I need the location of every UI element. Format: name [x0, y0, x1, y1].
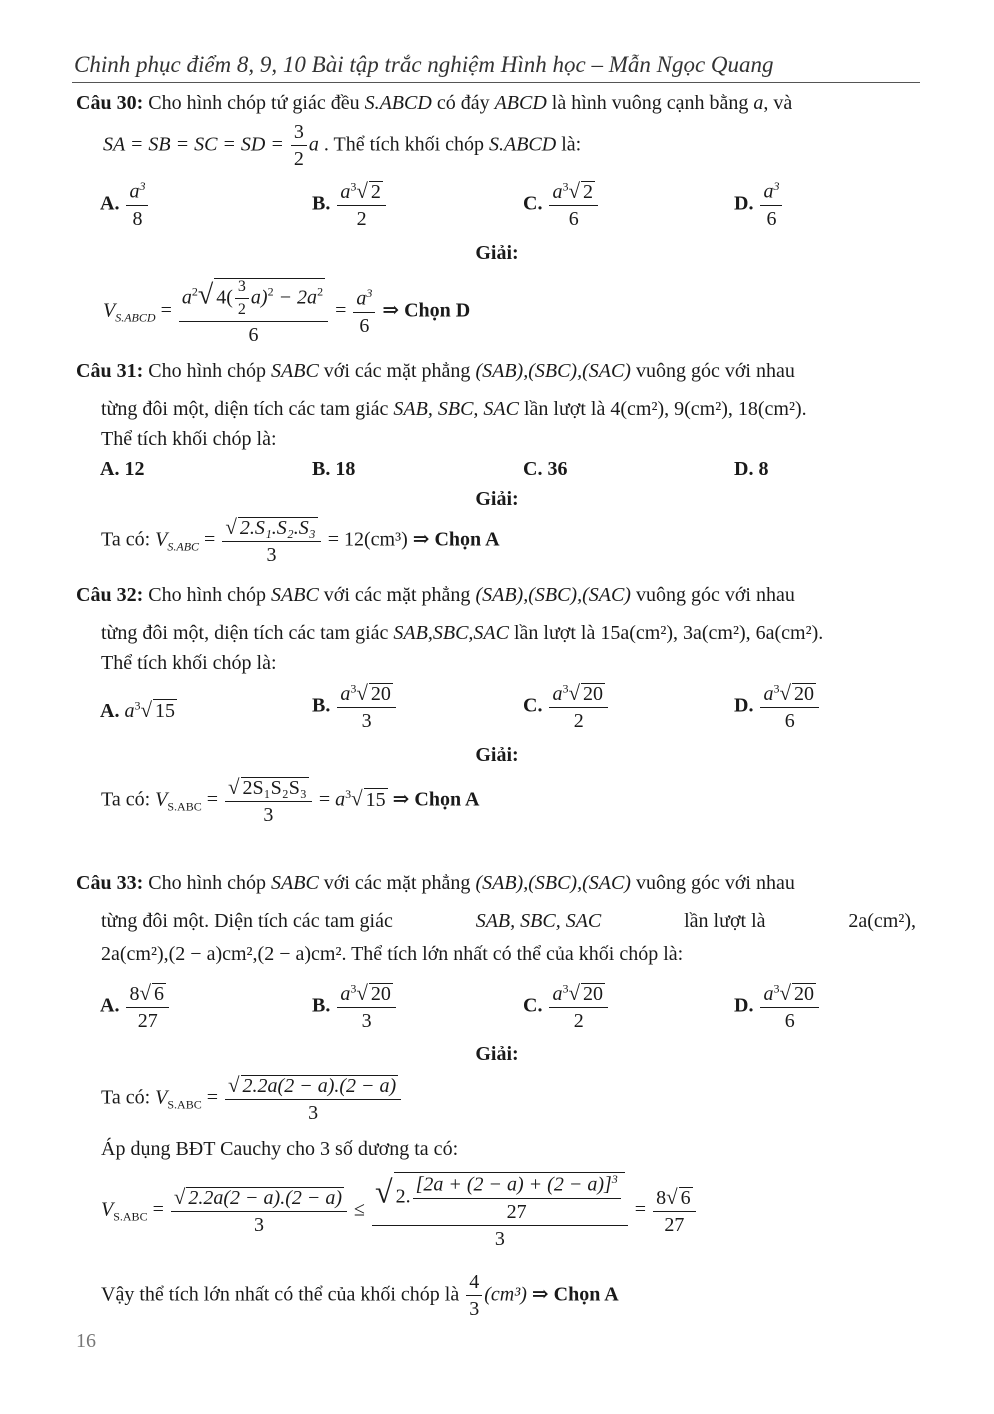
val: 15	[154, 700, 175, 722]
planes: (SAB),(SBC),(SAC)	[475, 360, 631, 382]
frac-num: 3	[291, 122, 307, 146]
frac: $\frac{\text{√ 2.S₁.S₂.S₃}}{3}$	[222, 516, 320, 566]
den: 6	[248, 323, 259, 346]
le: ≤	[354, 1198, 366, 1221]
q30-var-a2: a	[308, 133, 319, 156]
sub: S.ABC	[167, 539, 200, 554]
frac: $\frac{\text{√ 2S₁S₂S₃}}{3}$	[225, 776, 312, 826]
res-den: 6	[359, 314, 370, 337]
q33-line3	[101, 943, 683, 966]
q30-base: ABCD	[494, 92, 547, 114]
l3b: Thể tích lớn nhất có thể của khối chóp là:	[351, 943, 684, 965]
t2: với các mặt phẳng	[323, 584, 471, 606]
inner2: a)	[250, 286, 268, 309]
rhs-frac: √ 2. $\frac{[2a + (2 - a) + (2 - a)]^3}{27}$ 3	[372, 1172, 628, 1250]
opt-label: A.	[100, 192, 120, 215]
q33-label: Câu 33:	[76, 872, 144, 894]
q32-option-a[interactable]: A. $a^3√$ 15	[100, 698, 175, 722]
q30-line1	[76, 92, 792, 115]
pyr: SABC	[271, 584, 319, 606]
den: 3	[308, 1102, 319, 1124]
pyr: SABC	[271, 872, 319, 894]
tris: SAB, SBC, SAC	[475, 910, 602, 932]
opt-label: C.	[523, 694, 543, 717]
root: 20	[370, 983, 391, 1005]
q30-giai: Giải:	[475, 242, 519, 264]
num-a: a	[181, 286, 192, 309]
q30-text2: có đáy	[436, 92, 490, 114]
l2b: lần lượt là	[684, 910, 766, 932]
t3: vuông góc với nhau	[635, 872, 795, 894]
den: 6	[568, 208, 579, 230]
q30-option-b[interactable]	[312, 180, 388, 230]
q31-option-a[interactable]: A. 12	[100, 458, 145, 480]
t3: vuông góc với nhau	[635, 360, 795, 382]
q30-option-d[interactable]	[734, 180, 784, 230]
pre: Ta có:	[101, 788, 151, 811]
res-den: 27	[664, 1213, 685, 1236]
num: a	[763, 180, 774, 203]
q30-option-c[interactable]	[523, 180, 600, 230]
opt-frac: $\frac{8√ 6}{27}$	[126, 982, 169, 1032]
t3: vuông góc với nhau	[635, 584, 795, 606]
den: 3	[266, 544, 277, 566]
q30-text3: là hình vuông cạnh bằng	[551, 92, 749, 114]
q30-pyr: S.ABCD	[364, 92, 432, 114]
root: 20	[582, 683, 603, 705]
q31-line1	[76, 360, 795, 383]
q31-option-d[interactable]: D. 8	[734, 458, 769, 480]
opt-frac: $\frac{a^3√ 20}{2}$	[549, 982, 608, 1032]
root: 2.S₁.S₂.S₃	[239, 517, 316, 539]
header-rule	[72, 82, 920, 83]
planes: (SAB),(SBC),(SAC)	[475, 872, 631, 894]
sol-choose: ⇒ Chọn D	[382, 299, 471, 322]
den: 8	[132, 207, 143, 230]
big-num: [2a + (2 − a) + (2 − a)]	[415, 1173, 612, 1196]
root: 2	[582, 181, 593, 203]
opt-label: D.	[734, 192, 754, 215]
q31-option-b[interactable]: B. 18	[312, 458, 356, 480]
q32-line3: Thể tích khối chóp là:	[101, 652, 277, 674]
inner: 4(	[216, 286, 233, 309]
frac-den: 2	[293, 148, 304, 170]
sub: S.ABC	[167, 1097, 202, 1112]
frac: $\frac{√ 2.2a(2 - a).(2 - a)}{3}$	[225, 1074, 401, 1124]
page-header: Chinh phục điểm 8, 9, 10 Bài tập trắc nghiệm Hình học – Mẫn Ngọc Quang	[74, 52, 774, 77]
q33-option-c[interactable]	[523, 982, 610, 1032]
t1: Cho hình chóp	[148, 584, 267, 606]
den: 2	[573, 710, 584, 732]
v: V	[155, 528, 168, 551]
sub: S.ABC	[113, 1209, 148, 1224]
opt-frac: $\frac{a^3√ 20}{2}$	[549, 682, 608, 732]
pre: Ta có:	[101, 528, 151, 551]
den: 3	[263, 804, 274, 826]
q30-text1: Cho hình chóp tứ giác đều	[148, 92, 360, 114]
q31-line3: Thể tích khối chóp là:	[101, 428, 277, 450]
sub: S.ABC	[167, 799, 202, 814]
concl-frac	[466, 1272, 482, 1320]
q32-option-d[interactable]	[734, 682, 821, 732]
root: 20	[793, 983, 814, 1005]
opt-frac: $\frac{a^3}{6}$	[760, 180, 782, 230]
root: 20	[793, 683, 814, 705]
den: 3	[253, 1213, 264, 1236]
concl-unit: (cm³)	[484, 1283, 527, 1306]
q30-text6: là:	[561, 133, 582, 156]
opt-label: C.	[523, 994, 543, 1017]
areas: 15a(cm²), 3a(cm²), 6a(cm²).	[600, 622, 824, 644]
q30-label: Câu 30:	[76, 92, 144, 114]
sol-v: V	[103, 299, 116, 322]
sol-res: $\frac{a^3}{6}$	[353, 287, 375, 337]
sol-sub: S.ABCD	[115, 310, 156, 325]
res-root: 15	[365, 788, 386, 811]
den: 6	[766, 207, 777, 230]
l2a: từng đôi một, diện tích các tam giác	[101, 398, 389, 420]
root: 2S₁S₂S₃	[242, 777, 307, 799]
opt-frac: $\frac{a^3√ 20}{6}$	[760, 682, 819, 732]
res: = 12(cm³)	[327, 528, 408, 551]
q33-inequality: $V_{S.ABC}$ = $\frac{√ 2.2a(2 - a).(2 - a)}{3}$ ≤ √ 2. $\frac{[2a + (2 - a) + (2 - a)]^3}{27}$ 3 = $\frac{8√ 6}{27}$	[101, 1172, 698, 1250]
q33-option-d[interactable]	[734, 982, 821, 1032]
opt-label: A.	[100, 994, 120, 1017]
root: 20	[370, 683, 391, 705]
q30-pyr2: S.ABCD	[489, 133, 557, 156]
root: 2.2a(2 − a).(2 − a)	[188, 1186, 343, 1209]
q33-giai: Giải:	[475, 1043, 519, 1065]
q32-solution: Ta có: $V_{S.ABC}$ = $\frac{\text{√ 2S₁S₂S₃}}{3}$ = $a^3√$ 15 ⇒ Chọn A	[101, 775, 480, 826]
q33-solution: Ta có: $V_{S.ABC}$ = $\frac{√ 2.2a(2 - a).(2 - a)}{3}$	[101, 1074, 403, 1124]
den: 3	[361, 1010, 372, 1032]
inner3: − 2a	[278, 286, 318, 309]
res-root: 6	[680, 1186, 691, 1209]
q31-giai: Giải:	[475, 488, 519, 510]
areas: 4(cm²), 9(cm²), 18(cm²).	[610, 398, 807, 420]
q33-cauchy: Áp dụng BĐT Cauchy cho 3 số dương ta có:	[101, 1138, 459, 1160]
q30-option-a[interactable]	[100, 180, 150, 230]
lhs-frac: $\frac{√ 2.2a(2 - a).(2 - a)}{3}$	[171, 1186, 347, 1236]
root: 2	[370, 181, 381, 203]
q30-text5: . Thể tích khối chóp	[323, 133, 484, 156]
opt-frac: $\frac{a^3√ 20}{6}$	[760, 982, 819, 1032]
choose: ⇒ Chọn A	[392, 788, 480, 811]
concl: Vậy thể tích lớn nhất có thể của khối chóp là	[101, 1283, 460, 1306]
den: 2	[356, 208, 367, 230]
q31-label: Câu 31:	[76, 360, 144, 382]
q32-option-c[interactable]	[523, 682, 610, 732]
den: 27	[137, 1010, 158, 1032]
q32-label: Câu 32:	[76, 584, 144, 606]
q32-giai: Giải:	[475, 744, 519, 766]
res-frac: $\frac{8√ 6}{27}$	[653, 1186, 696, 1236]
opt-frac: $\frac{a^3√ 2}{2}$	[337, 180, 386, 230]
num: 8	[129, 983, 140, 1005]
den: 6	[784, 710, 795, 732]
num: a	[129, 180, 140, 203]
q31-solution: Ta có: $V_{S.ABC}$ = $\frac{\text{√ 2.S₁.S₂.S₃}}{3}$ = 12(cm³) ⇒ Chọn A	[101, 515, 500, 566]
t1: Cho hình chóp	[148, 360, 267, 382]
l3a: 2a(cm²),(2 − a)cm²,(2 − a)cm².	[101, 943, 347, 965]
num: a	[340, 181, 351, 203]
v: V	[155, 1086, 168, 1109]
q33-line1	[76, 872, 795, 895]
den: 6	[784, 1010, 795, 1032]
q31-option-c[interactable]: C. 36	[523, 458, 568, 480]
l2c: 2a(cm²),	[848, 910, 916, 932]
tris: SAB, SBC, SAC	[393, 398, 519, 420]
opt-label: D.	[734, 694, 754, 717]
t2: với các mặt phẳng	[323, 872, 471, 894]
opt-label: D.	[734, 994, 754, 1017]
den: 2	[573, 1010, 584, 1032]
t2: với các mặt phẳng	[323, 360, 471, 382]
q33-option-a[interactable]	[100, 982, 171, 1032]
concl-choose: ⇒ Chọn A	[531, 1283, 619, 1306]
l2b: lần lượt là	[513, 622, 596, 644]
opt-label: B.	[312, 192, 331, 215]
l2a: từng đôi một, diện tích các tam giác	[101, 622, 389, 644]
big-den: 27	[506, 1200, 527, 1223]
opt-label: A.	[100, 700, 120, 722]
num: a	[552, 181, 563, 203]
den: 3	[361, 710, 372, 732]
t1: Cho hình chóp	[148, 872, 267, 894]
outer-den: 3	[494, 1227, 505, 1250]
opt-label: C.	[523, 192, 543, 215]
root: 6	[153, 983, 164, 1005]
pyr: SABC	[271, 360, 319, 382]
q30-line2	[103, 122, 581, 170]
v: V	[101, 1198, 114, 1221]
page-number: 16	[76, 1330, 96, 1352]
q30-var-a: a	[753, 92, 764, 114]
q30-fraction	[291, 122, 307, 170]
q32-line2	[101, 622, 823, 645]
q33-option-b[interactable]	[312, 982, 398, 1032]
opt-label: B.	[312, 994, 331, 1017]
root: 20	[582, 983, 603, 1005]
choose: ⇒ Chọn A	[412, 528, 500, 551]
pre: Ta có:	[101, 1086, 151, 1109]
tris: SAB,SBC,SAC	[393, 622, 509, 644]
q30-text4: , và	[763, 92, 793, 114]
root: 2.2a(2 − a).(2 − a)	[242, 1075, 397, 1097]
opt-label: B.	[312, 694, 331, 717]
q33-conclusion	[101, 1272, 619, 1320]
sol-frac: $a^2√$ 4( $\frac{3}{2}$ $a)^2 - 2a^2$ 6	[179, 278, 328, 346]
q32-option-b[interactable]	[312, 682, 398, 732]
concl-num: 4	[466, 1272, 482, 1296]
opt-frac: $\frac{a^3√ 20}{3}$	[337, 982, 396, 1032]
opt-frac: $\frac{a^3√ 20}{3}$	[337, 682, 396, 732]
v: V	[155, 788, 168, 811]
q30-eq-lhs: SA = SB = SC = SD =	[103, 133, 284, 156]
opt-frac: $\frac{a^3}{8}$	[126, 180, 148, 230]
q31-line2	[101, 398, 807, 421]
q32-line1	[76, 584, 795, 607]
res-num: 8	[656, 1186, 667, 1209]
l2a: từng đôi một. Diện tích các tam giác	[101, 910, 393, 932]
q33-line2	[101, 910, 916, 933]
l2b: lần lượt là	[523, 398, 606, 420]
concl-den: 3	[469, 1298, 480, 1320]
q30-solution: $V_{S.ABCD}$ = $a^2√$ 4( $\frac{3}{2}$ $a)^2 - 2a^2$ 6 = $\frac{a^3}{6}$ ⇒ Chọn D	[103, 278, 471, 346]
opt-frac: $\frac{a^3√ 2}{6}$	[549, 180, 598, 230]
planes: (SAB),(SBC),(SAC)	[475, 584, 631, 606]
